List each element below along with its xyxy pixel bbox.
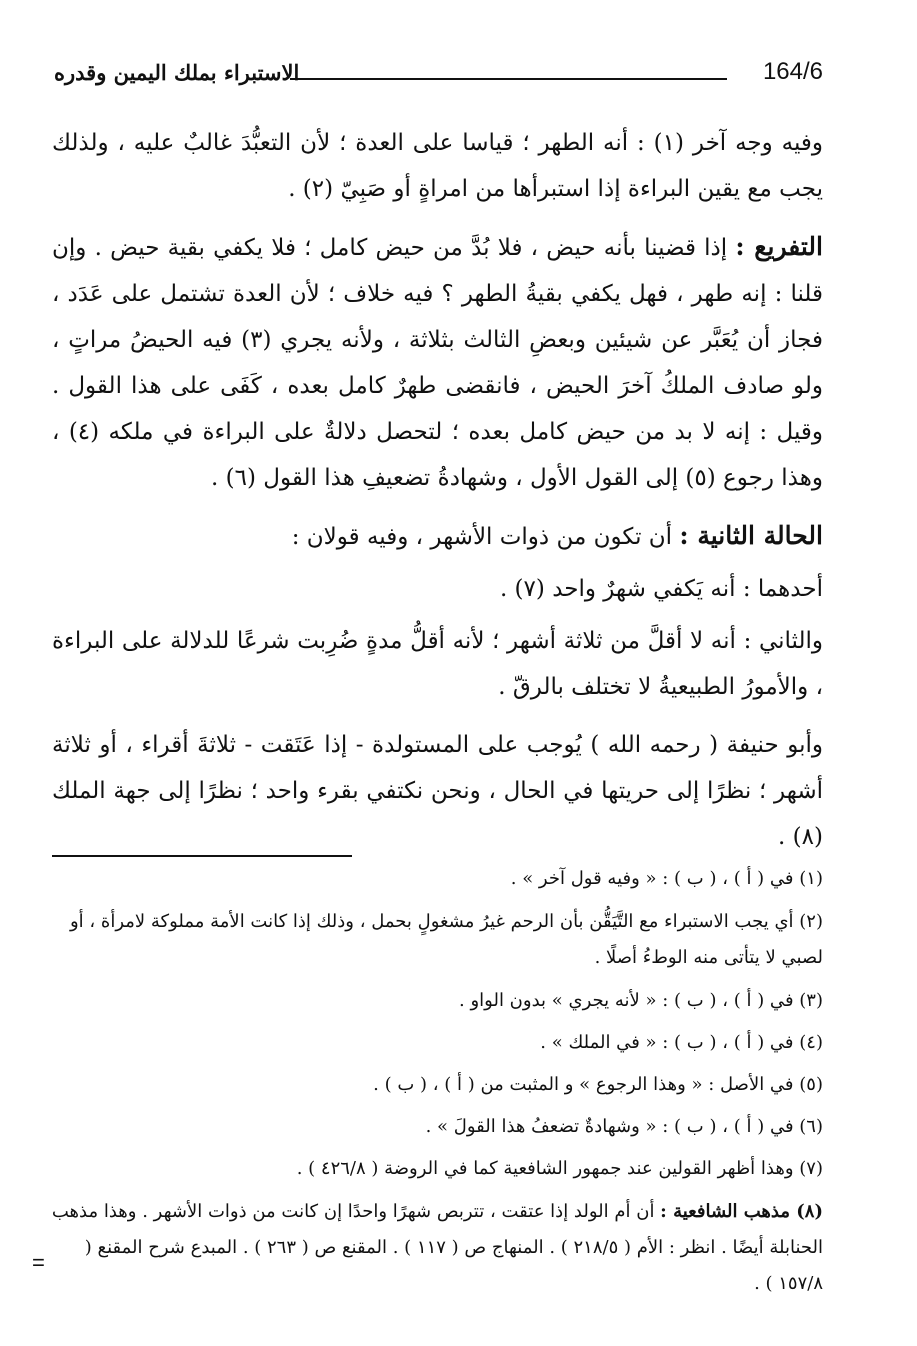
footnote-heading: (٨) مذهب الشافعية :: [660, 1201, 823, 1222]
paragraph-second-opinion: والثاني : أنه لا أقلَّ من ثلاثة أشهر ؛ لأنه أقلُّ مدةٍ ضُرِبت شرعًا للدلالة على البراءة ، والأمورُ الطبيعيةُ لا تختلف بالرقّ .: [52, 628, 823, 700]
paragraph-abu-hanifa: وأبو حنيفة ( رحمه الله ) يُوجب على المستولدة - إذا عَتَقت - ثلاثةَ أقراء ، أو ثلاثة أشهر ؛ نظرًا إلى حريتها في الحال ، ونحن نكتفي بقرء واحد ؛ نظرًا إلى جهة الملك (٨) .: [52, 732, 823, 850]
footnote-8: [40, 1190, 823, 1306]
paragraph-text: إذا قضينا بأنه حيض ، فلا بُدَّ من حيض كامل ؛ فلا يكفي بقية حيض . وإن قلنا : إنه طهر ، فهل يكفي بقيةُ الطهر ؟ فيه خلاف ؛ لأن العدة تشتمل على عَدَد ، فجاز أن يُعَبَّر عن شيئين وبعضِ الثالث بثلاثة ، ولأنه يجري (٣) فيه الحيضُ مراتٍ ، ولو صادف الملكُ آخرَ الحيض ، فانقضى طهرٌ كامل بعده ، كَفَى على هذا القول . وقيل : إنه لا بد من حيض كامل بعده ؛ لتحصل دلالةٌ على البراءة في ملكه (٤) ، وهذا رجوع (٥) إلى القول الأول ، وشهادةُ تضعيفِ هذا القول (٦) .: [52, 235, 823, 491]
paragraph-first-opinion: أحدهما : أنه يَكفي شهرٌ واحد (٧) .: [499, 576, 823, 602]
footnote-5: (٥) في الأصل : « وهذا الرجوع » و المثبت من ( أ ) ، ( ب ) .: [373, 1074, 823, 1095]
footnote-7: (٧) وهذا أظهر القولين عند جمهور الشافعية كما في الروضة ( ٤٢٦/٨ ) .: [296, 1158, 823, 1179]
header-rule: [290, 78, 727, 80]
paragraph-second-case: [52, 513, 823, 560]
footnote-text: أن أم الولد إذا عتقت ، تتربص شهرًا واحدًا إن كانت من ذوات الأشهر . وهذا مذهب الحنابلة أيضًا . انظر : الأم ( ٢١٨/٥ ) . المنهاج ص ( ١١٧ ) . المقنع ص ( ٢٦٣ ) . المبدع شرح المقنع ( ١٥٧/٨ ) .: [51, 1201, 823, 1294]
footnote-6: (٦) في ( أ ) ، ( ب ) : « وشهادةٌ تضعفُ هذا القولَ » .: [425, 1116, 823, 1137]
paragraph-heading: التفريع :: [735, 232, 824, 261]
running-title: الاستبراء بملك اليمين وقدره: [54, 60, 300, 85]
footnote-1: (١) في ( أ ) ، ( ب ) : « وفيه قول آخر » .: [510, 868, 823, 889]
paragraph-1: وفيه وجه آخر (١) : أنه الطهر ؛ قياسا على العدة ؛ لأن التعبُّدَ غالبٌ عليه ، ولذلك يجب مع يقين البراءة إذا استبرأها من امراةٍ أو صَبِيّ (٢) .: [52, 130, 824, 202]
paragraph-text: أن تكون من ذوات الأشهر ، وفيه قولان :: [291, 524, 680, 550]
paragraph-tafri: [52, 224, 823, 501]
footnote-3: (٣) في ( أ ) ، ( ب ) : « لأنه يجري » بدون الواو .: [459, 990, 823, 1011]
footnote-2: (٢) أي يجب الاستبراء مع التَّيَقُّن بأن الرحم غيرُ مشغولٍ بحمل ، وذلك إذا كانت الأمة مملوكة لامرأة ، أو لصبي لا يتأتى منه الوطءُ أصلًا .: [69, 911, 823, 968]
footnote-4: (٤) في ( أ ) ، ( ب ) : « في الملك » .: [540, 1032, 823, 1053]
continuation-mark: =: [32, 1250, 45, 1275]
footnotes: [40, 858, 823, 1306]
paragraph-heading: الحالة الثانية :: [679, 521, 823, 550]
footnote-separator: [52, 855, 352, 857]
page-header: [52, 56, 823, 96]
page-number: 164/6: [762, 58, 823, 85]
main-text: [52, 120, 823, 866]
